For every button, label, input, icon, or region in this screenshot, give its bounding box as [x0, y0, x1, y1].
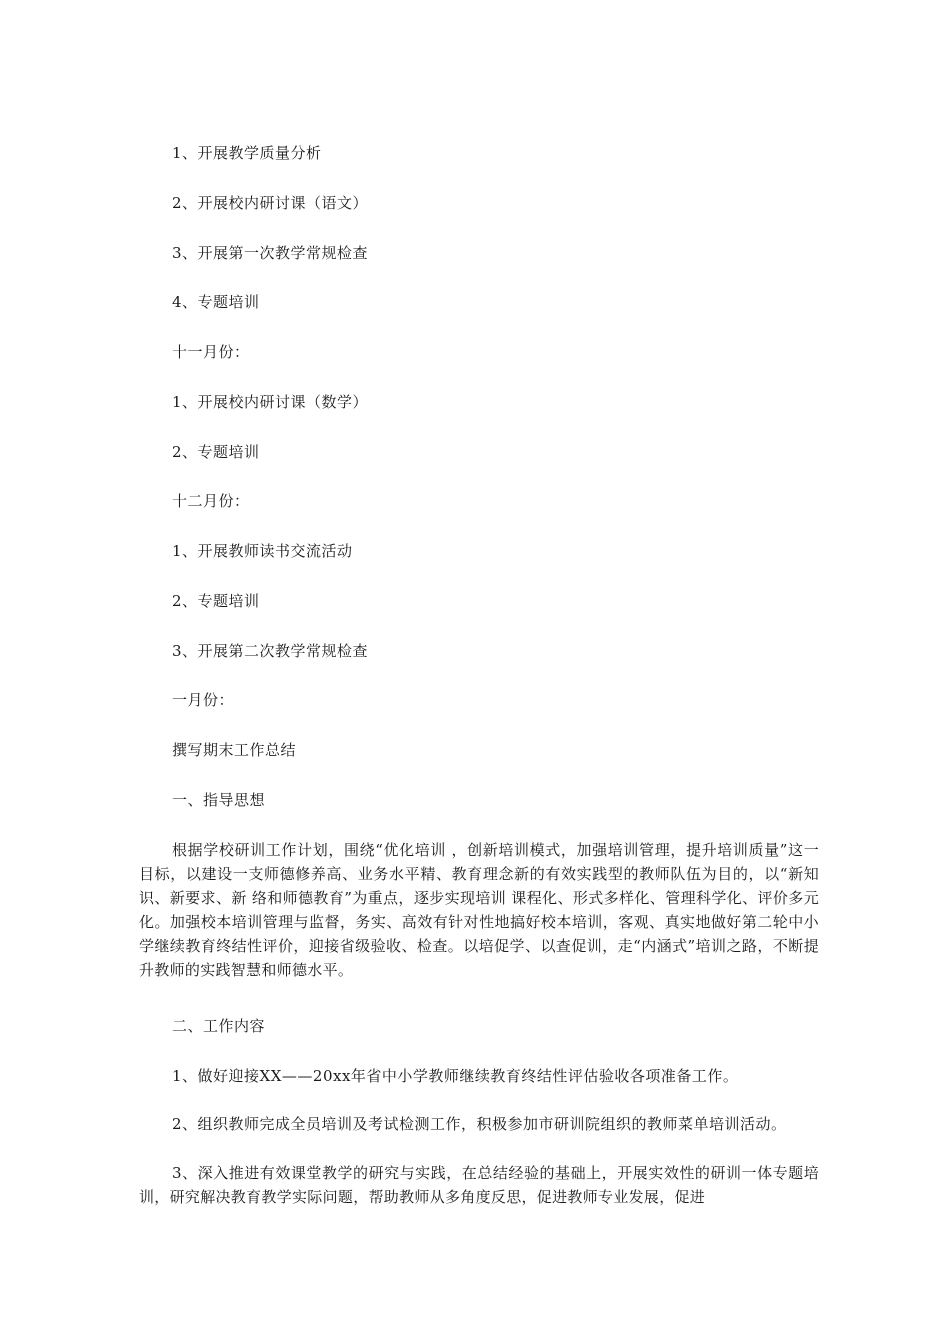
month-heading: 十一月份：: [172, 343, 250, 361]
guiding-paragraph: 根据学校研训工作计划，围绕“优化培训 ，创新培训模式，加强培训管理，提升培训质量”这一目标，以建设一支师德修养高、业务水平精、教育理念新的有效实践型的教师队伍为目的，以“新知识、新要求、新 络和师德教育”为重点，逐步实现培训 课程化、形式多样化、管理科学化、评价多元化。加强校本培训管理与监督，务实、高效有针对性地搞好校本培训，客观、真实地做好第二轮中小学继续教育终结性评价，迎接省级验收、检查。以培促学、以查促训，走“内涵式”培训之路，不断提升教师的实践智慧和师德水平。: [139, 841, 819, 979]
work-item: 3、深入推进有效课堂教学的研究与实践，在总结经验的基础上，开展实效性的研训一体专题培训，研究解决教育教学实际问题，帮助教师从多角度反思，促进教师专业发展，促进: [139, 1164, 819, 1206]
list-item: 3、开展第二次教学常规检查: [172, 642, 369, 660]
list-item: 4、专题培训: [172, 293, 260, 311]
list-item: 2、专题培训: [172, 443, 260, 461]
list-item: 1、开展校内研讨课（数学）: [172, 393, 369, 411]
work-item: 1、做好迎接XX——20xx年省中小学教师继续教育终结性评估验收各项准备工作。: [172, 1067, 739, 1085]
month-heading: 一月份：: [172, 691, 235, 709]
work-item: 2、组织教师完成全员培训及考试检测工作，积极参加市研训院组织的教师菜单培训活动。: [172, 1115, 787, 1133]
month-heading: 十二月份：: [172, 492, 250, 510]
list-item: 2、开展校内研讨课（语文）: [172, 194, 369, 212]
section-heading: 二、工作内容: [172, 1017, 266, 1035]
list-item: 1、开展教师读书交流活动: [172, 542, 353, 560]
list-item: 1、开展教学质量分析: [172, 144, 322, 162]
list-item: 2、专题培训: [172, 592, 260, 610]
list-item: 3、开展第一次教学常规检查: [172, 244, 369, 262]
list-item: 撰写期末工作总结: [172, 741, 297, 759]
section-heading: 一、指导思想: [172, 791, 266, 809]
